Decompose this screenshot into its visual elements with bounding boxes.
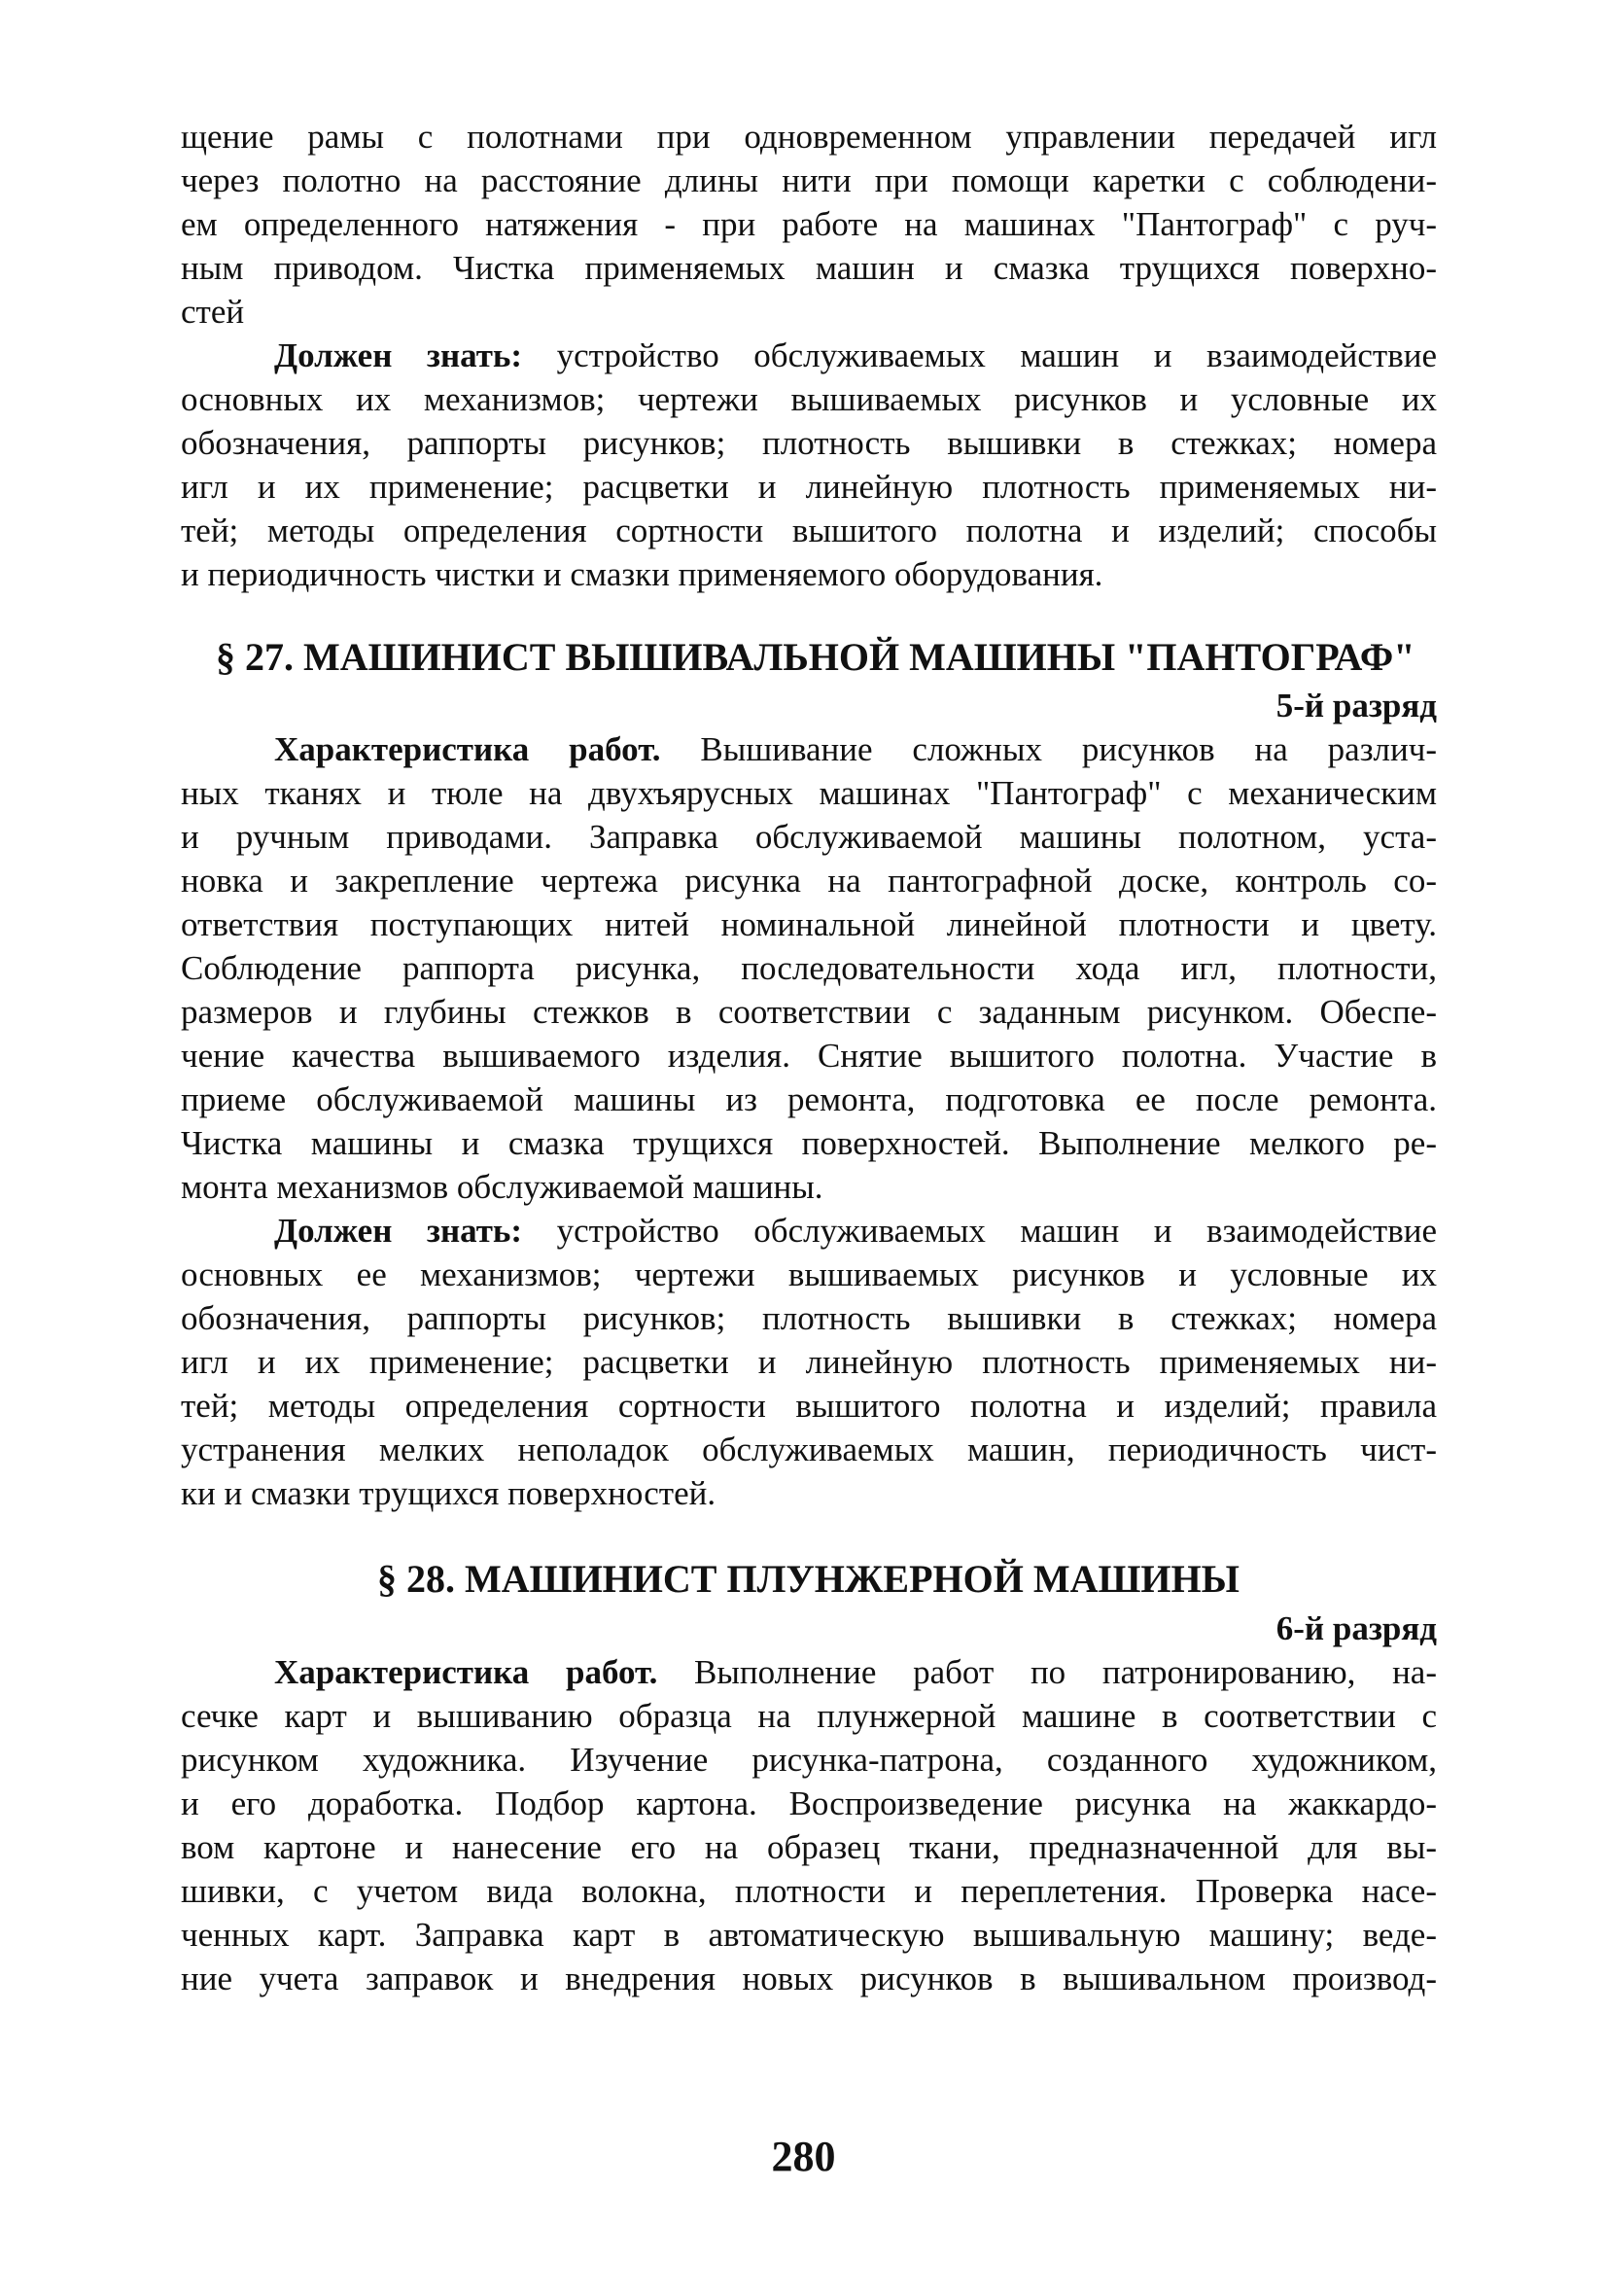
section-27-title: § 27. МАШИНИСТ ВЫШИВАЛЬНОЙ МАШИНЫ "ПАНТОГРАФ" [216, 635, 1415, 679]
text-line: тей; методы определения сортности вышитого полотна и изделий; способы [181, 512, 1437, 549]
section-28-grade: 6-й разряд [1275, 1609, 1437, 1647]
char-label: Характеристика работ. [274, 730, 661, 768]
knowledge-text: устройство обслуживаемых машин и взаимодействие [522, 1212, 1437, 1250]
text-line: ченных карт. Заправка карт в автоматическую вышивальную машину; веде- [181, 1916, 1437, 1954]
text-line: основных ее механизмов; чертежи вышиваемых рисунков и условные их [181, 1255, 1437, 1293]
text-line: и его доработка. Подбор картона. Воспроизведение рисунка на жаккардо- [181, 1784, 1437, 1822]
text-line: игл и их применение; расцветки и линейную плотность применяемых ни- [181, 468, 1437, 506]
knowledge-label: Должен знать: [274, 336, 523, 374]
knowledge-line-first [274, 334, 1437, 377]
text-line: обозначения, раппорты рисунков; плотность вышивки в стежках; номера [181, 424, 1437, 462]
section-27-grade: 5-й разряд [1275, 687, 1437, 724]
text-line: игл и их применение; расцветки и линейную плотность применяемых ни- [181, 1343, 1437, 1381]
text-line: шивки, с учетом вида волокна, плотности и переплетения. Проверка насе- [181, 1872, 1437, 1910]
text-line: сечке карт и вышиванию образца на плунжерной машине в соответствии с [181, 1697, 1437, 1735]
char-line-first [274, 1650, 1437, 1694]
knowledge-label: Должен знать: [274, 1212, 523, 1250]
char-line-first [274, 727, 1437, 771]
knowledge-line-first [274, 1209, 1437, 1253]
char-label: Характеристика работ. [274, 1653, 658, 1691]
text-line: монта механизмов обслуживаемой машины. [181, 1168, 823, 1206]
text-line: рисунком художника. Изучение рисунка-патрона, созданного художником, [181, 1741, 1437, 1779]
text-line: тей; методы определения сортности вышитого полотна и изделий; правила [181, 1387, 1437, 1425]
text-line: вом картоне и нанесение его на образец ткани, предназначенной для вы- [181, 1828, 1437, 1866]
text-line: устранения мелких неполадок обслуживаемых машин, периодичность чист- [181, 1431, 1437, 1468]
text-line: ных тканях и тюле на двухъярусных машинах "Пантограф" с механическим [181, 774, 1437, 812]
text-line: Соблюдение раппорта рисунка, последовательности хода игл, плотности, [181, 949, 1437, 987]
text-line: размеров и глубины стежков в соответствии с заданным рисунком. Обеспе- [181, 993, 1437, 1031]
text-line: приеме обслуживаемой машины из ремонта, подготовка ее после ремонта. [181, 1080, 1437, 1118]
text-line: ние учета заправок и внедрения новых рисунков в вышивальном производ- [181, 1960, 1437, 1997]
page-number: 280 [771, 2133, 836, 2180]
text-line: через полотно на расстояние длины нити при помощи каретки с соблюдени- [181, 161, 1437, 199]
text-line: Чистка машины и смазка трущихся поверхностей. Выполнение мелкого ре- [181, 1124, 1437, 1162]
text-line: и периодичность чистки и смазки применяемого оборудования. [181, 555, 1103, 593]
text-line: стей [181, 293, 245, 331]
text-line: чение качества вышиваемого изделия. Снятие вышитого полотна. Участие в [181, 1037, 1437, 1075]
text-line: новка и закрепление чертежа рисунка на пантографной доске, контроль со- [181, 862, 1437, 900]
char-text: Вышивание сложных рисунков на различ- [660, 730, 1437, 768]
text-line: обозначения, раппорты рисунков; плотность вышивки в стежках; номера [181, 1299, 1437, 1337]
text-line: ки и смазки трущихся поверхностей. [181, 1474, 716, 1512]
section-28-title: § 28. МАШИНИСТ ПЛУНЖЕРНОЙ МАШИНЫ [377, 1557, 1240, 1601]
text-line: ным приводом. Чистка применяемых машин и смазка трущихся поверхно- [181, 249, 1437, 287]
text-line: щение рамы с полотнами при одновременном управлении передачей игл [181, 118, 1437, 156]
char-text: Выполнение работ по патронированию, на- [657, 1653, 1437, 1691]
text-line: ответствия поступающих нитей номинальной линейной плотности и цвету. [181, 905, 1437, 943]
text-line: ем определенного натяжения - при работе на машинах "Пантограф" с руч- [181, 205, 1437, 243]
text-line: и ручным приводами. Заправка обслуживаемой машины полотном, уста- [181, 818, 1437, 856]
knowledge-text: устройство обслуживаемых машин и взаимодействие [522, 336, 1437, 374]
text-line: основных их механизмов; чертежи вышиваемых рисунков и условные их [181, 380, 1437, 418]
